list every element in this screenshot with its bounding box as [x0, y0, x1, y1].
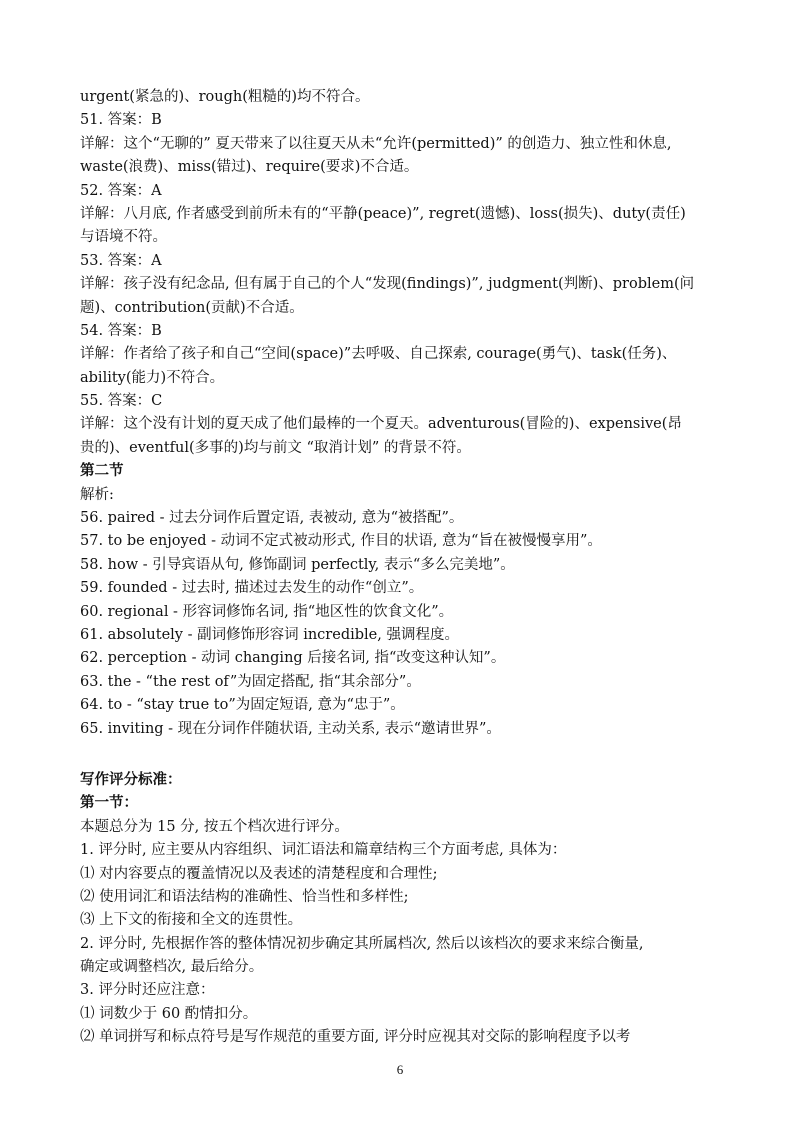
answer-line: 51. 答案：B	[80, 112, 162, 129]
explanation-line: 详解：作者给了孩子和自己“空间(space)”去呼吸、自己探索, courage(勇气)、task(任务)、	[80, 346, 677, 363]
grammar-item: 57. to be enjoyed - 动词不定式被动形式, 作目的状语, 意为“旨在被慢慢享用”。	[80, 533, 602, 550]
grammar-item: 60. regional - 形容词修饰名词, 指“地区性的饮食文化”。	[80, 603, 454, 620]
criteria-line: 本题总分为 15 分, 按五个档次进行评分。	[80, 818, 349, 835]
grammar-item: 59. founded - 过去时, 描述过去发生的动作“创立”。	[80, 580, 424, 597]
criteria-subitem: ⑴ 词数少于 60 酌情扣分。	[80, 1005, 258, 1022]
criteria-subitem: ⑵ 单词拼写和标点符号是写作规范的重要方面, 评分时应视其对交际的影响程度予以考	[80, 1029, 631, 1046]
explanation-line: 贵的)、eventful(多事的)均与前文 “取消计划” 的背景不符。	[80, 439, 471, 456]
criteria-subitem: ⑶ 上下文的衔接和全文的连贯性。	[80, 912, 303, 929]
grammar-item: 56. paired - 过去分词作后置定语, 表被动, 意为“被搭配”。	[80, 510, 464, 527]
page-number: 6	[396, 1062, 404, 1077]
criteria-line: 3. 评分时还应注意：	[80, 982, 215, 999]
answer-line: 52. 答案：A	[80, 182, 162, 199]
criteria-line: 2. 评分时, 先根据作答的整体情况初步确定其所属档次, 然后以该档次的要求来综合衡量,	[80, 935, 644, 952]
answer-line: 53. 答案：A	[80, 252, 162, 269]
grammar-item: 64. to - “stay true to”为固定短语, 意为“忠于”。	[80, 697, 405, 714]
text-line: urgent(紧急的)、rough(粗糙的)均不符合。	[80, 89, 370, 105]
criteria-subitem: ⑴ 对内容要点的覆盖情况以及表述的清楚程度和合理性;	[80, 865, 438, 882]
grammar-item: 62. perception - 动词 changing 后接名词, 指“改变这种认知”。	[80, 650, 506, 667]
criteria-line: 1. 评分时, 应主要从内容组织、词汇语法和篇章结构三个方面考虑, 具体为：	[80, 842, 567, 859]
grammar-item: 61. absolutely - 副词修饰形容词 incredible, 强调程度。	[80, 626, 459, 643]
answer-line: 54. 答案：B	[80, 322, 162, 339]
grammar-item: 65. inviting - 现在分词作伴随状语, 主动关系, 表示“邀请世界”。	[80, 720, 501, 737]
grammar-item: 58. how - 引导宾语从句, 修饰副词 perfectly, 表示“多么完美地”。	[80, 556, 515, 573]
explanation-line: 详解：孩子没有纪念品, 但有属于自己的个人“发现(findings)”, judgment(判断)、problem(问	[80, 276, 695, 293]
criteria-line: 确定或调整档次, 最后给分。	[80, 959, 264, 976]
explanation-line: 详解：八月底, 作者感受到前所未有的“平静(peace)”, regret(遗憾)、loss(损失)、duty(责任)	[80, 205, 686, 222]
document-page	[80, 86, 730, 1050]
explanation-line: 详解：这个“无聊的” 夏天带来了以往夏天从未“允许(permitted)” 的创造力、独立性和休息,	[80, 135, 672, 152]
section-heading: 第二节	[80, 463, 124, 480]
explanation-line: 题)、contribution(贡献)不合适。	[80, 299, 304, 316]
subsection-heading: 第一节：	[80, 795, 138, 812]
explanation-line: 与语境不符。	[80, 229, 167, 246]
criteria-subitem: ⑵ 使用词汇和语法结构的准确性、恰当性和多样性;	[80, 888, 409, 905]
answer-line: 55. 答案：C	[80, 393, 163, 410]
spacer	[80, 741, 730, 769]
explanation-line: waste(浪费)、miss(错过)、require(要求)不合适。	[80, 159, 419, 176]
grammar-item: 63. the - “the rest of”为固定搭配, 指“其余部分”。	[80, 673, 421, 690]
analysis-label: 解析:	[80, 486, 114, 503]
explanation-line: ability(能力)不符合。	[80, 369, 225, 386]
writing-criteria-heading: 写作评分标准：	[80, 771, 182, 788]
explanation-line: 详解：这个没有计划的夏天成了他们最棒的一个夏天。adventurous(冒险的)、expensive(昂	[80, 416, 682, 433]
